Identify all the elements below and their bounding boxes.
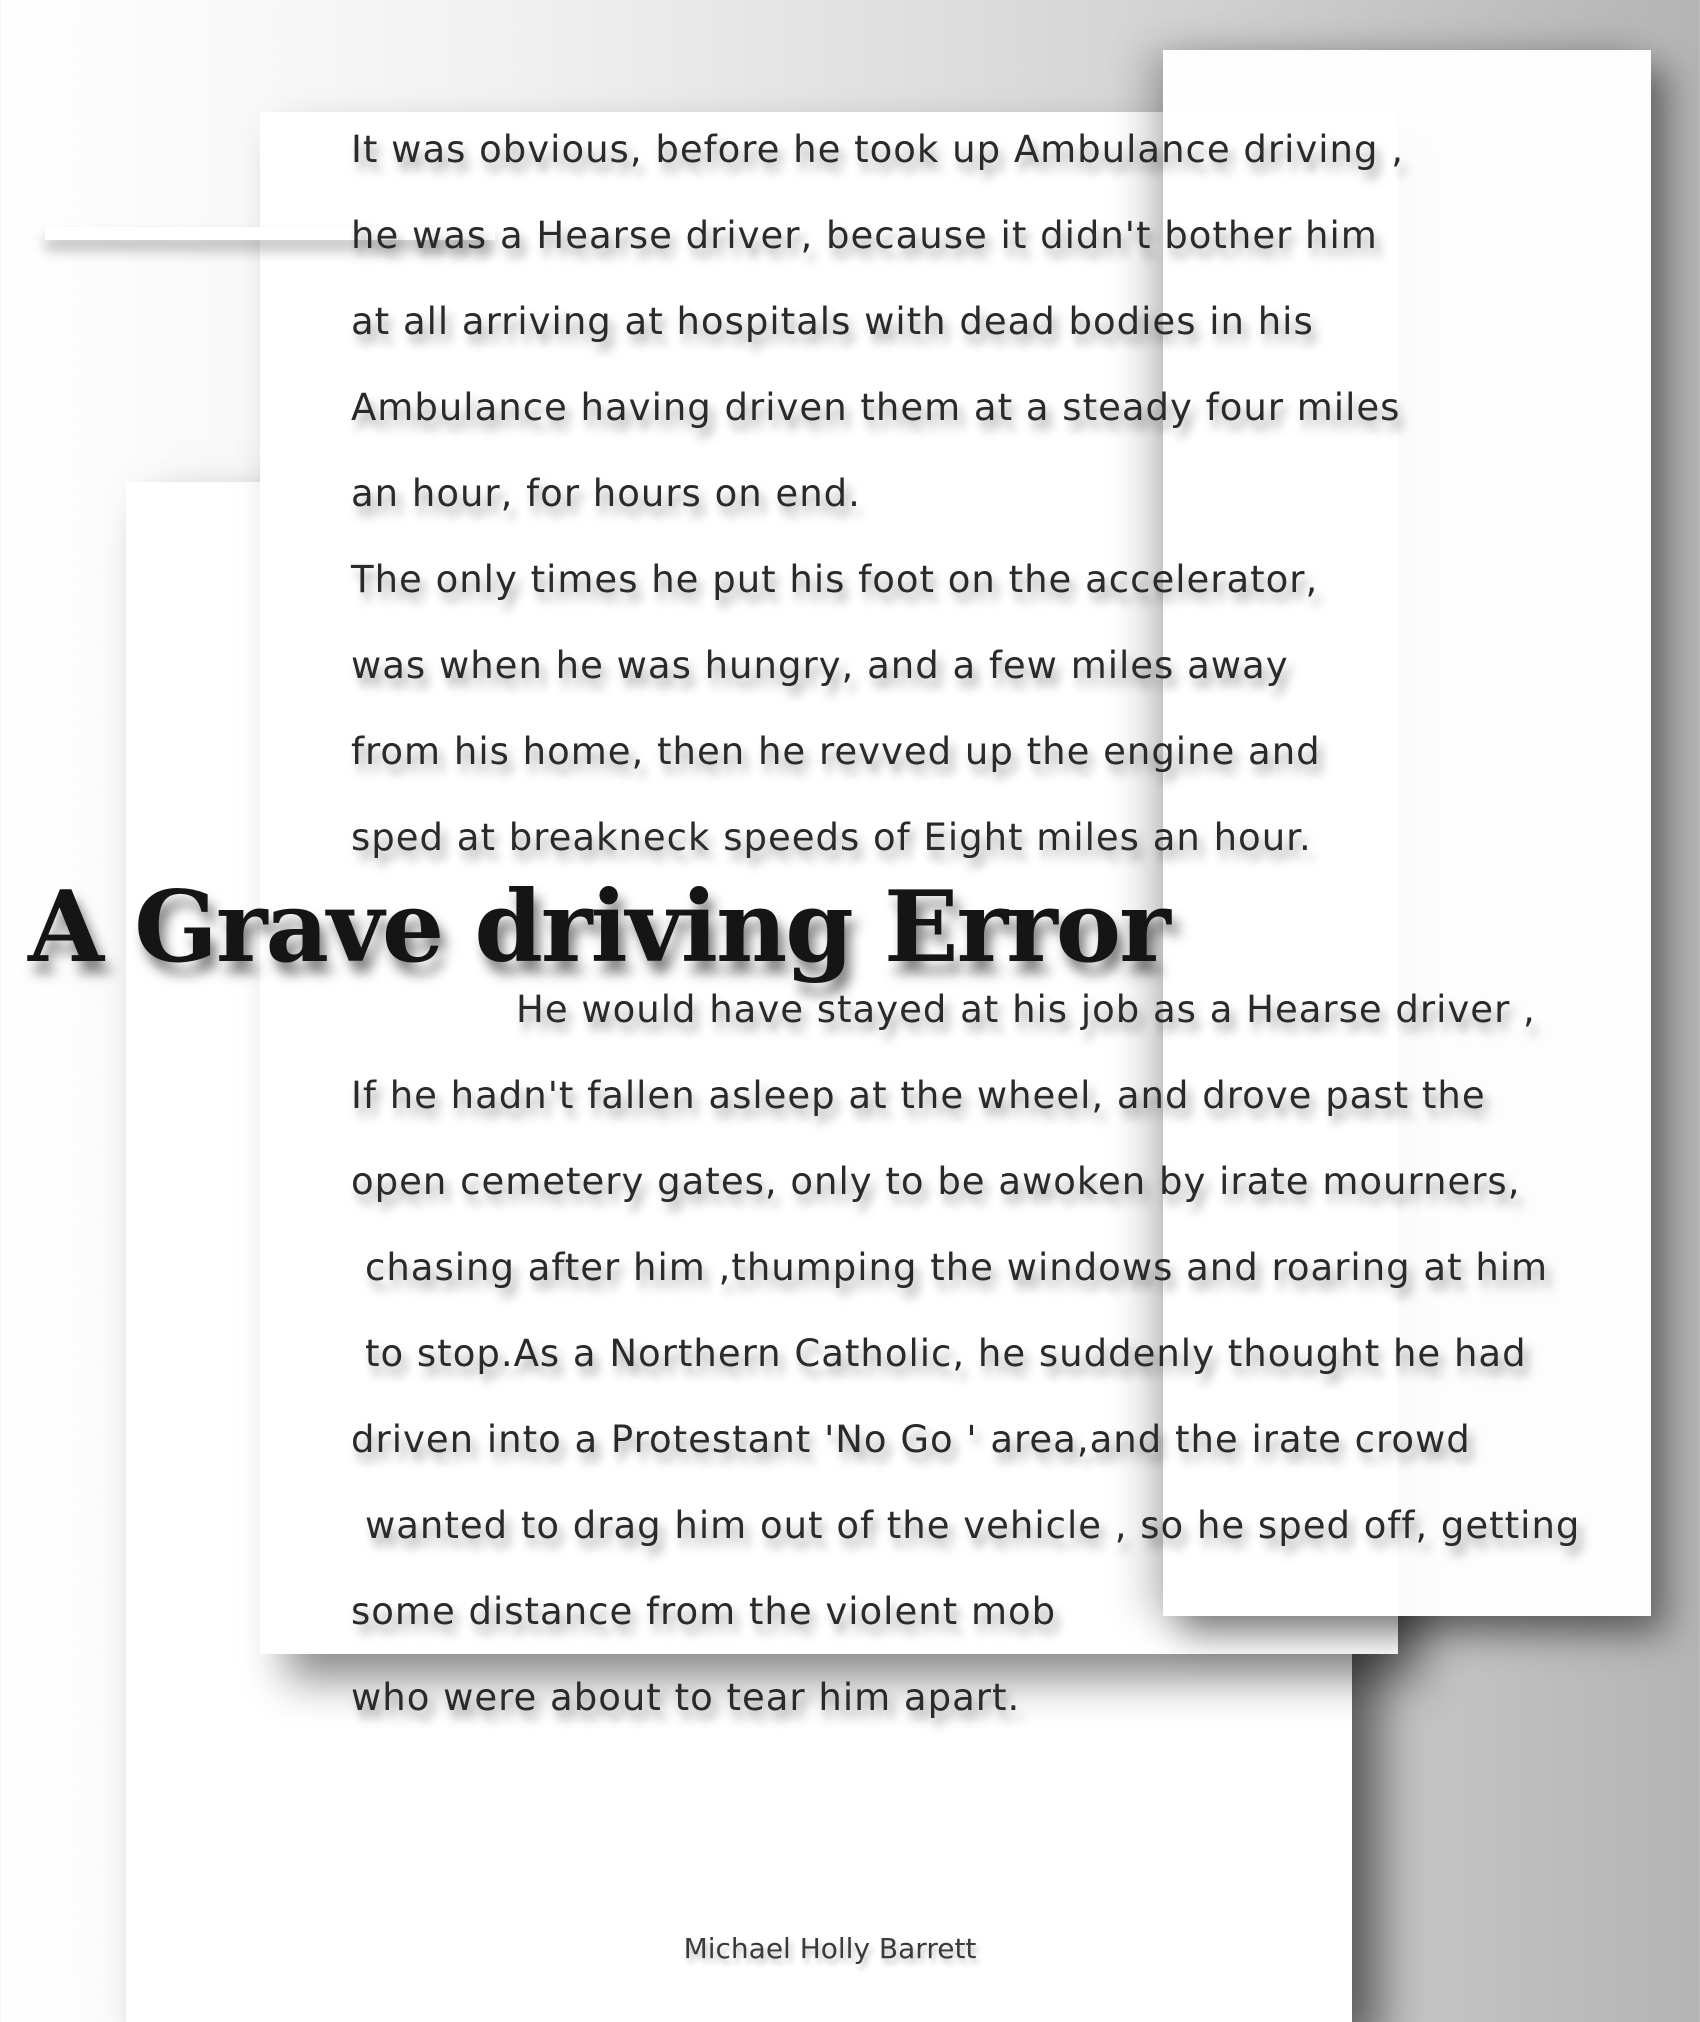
story-line: from his home, then he revved up the engine and [351,730,1321,773]
story-line: It was obvious, before he took up Ambulance driving , [351,128,1404,171]
story-line: The only times he put his foot on the accelerator, [351,558,1319,601]
story-line: sped at breakneck speeds of Eight miles an hour. [351,816,1312,859]
story-line: to stop.As a Northern Catholic, he suddenly thought he had [365,1332,1527,1375]
story-line: wanted to drag him out of the vehicle , so he sped off, getting [365,1504,1581,1547]
story-line: He would have stayed at his job as a Hearse driver , [516,988,1536,1031]
story-line: who were about to tear him apart. [351,1676,1021,1719]
story-line: open cemetery gates, only to be awoken by irate mourners, [351,1160,1521,1203]
story-title: A Grave driving Error [28,870,1169,985]
story-line: at all arriving at hospitals with dead bodies in his [351,300,1314,343]
author-name: Michael Holly Barrett [683,1932,977,1965]
story-line: driven into a Protestant 'No Go ' area,and the irate crowd [351,1418,1471,1461]
story-line: some distance from the violent mob [351,1590,1057,1633]
story-line: an hour, for hours on end. [351,472,861,515]
story-line: was when he was hungry, and a few miles away [351,644,1289,687]
story-line: chasing after him ,thumping the windows and roaring at him [365,1246,1549,1289]
story-line: he was a Hearse driver, because it didn't bother him [351,214,1378,257]
story-line: If he hadn't fallen asleep at the wheel, and drove past the [351,1074,1486,1117]
story-line: Ambulance having driven them at a steady four miles [351,386,1401,429]
